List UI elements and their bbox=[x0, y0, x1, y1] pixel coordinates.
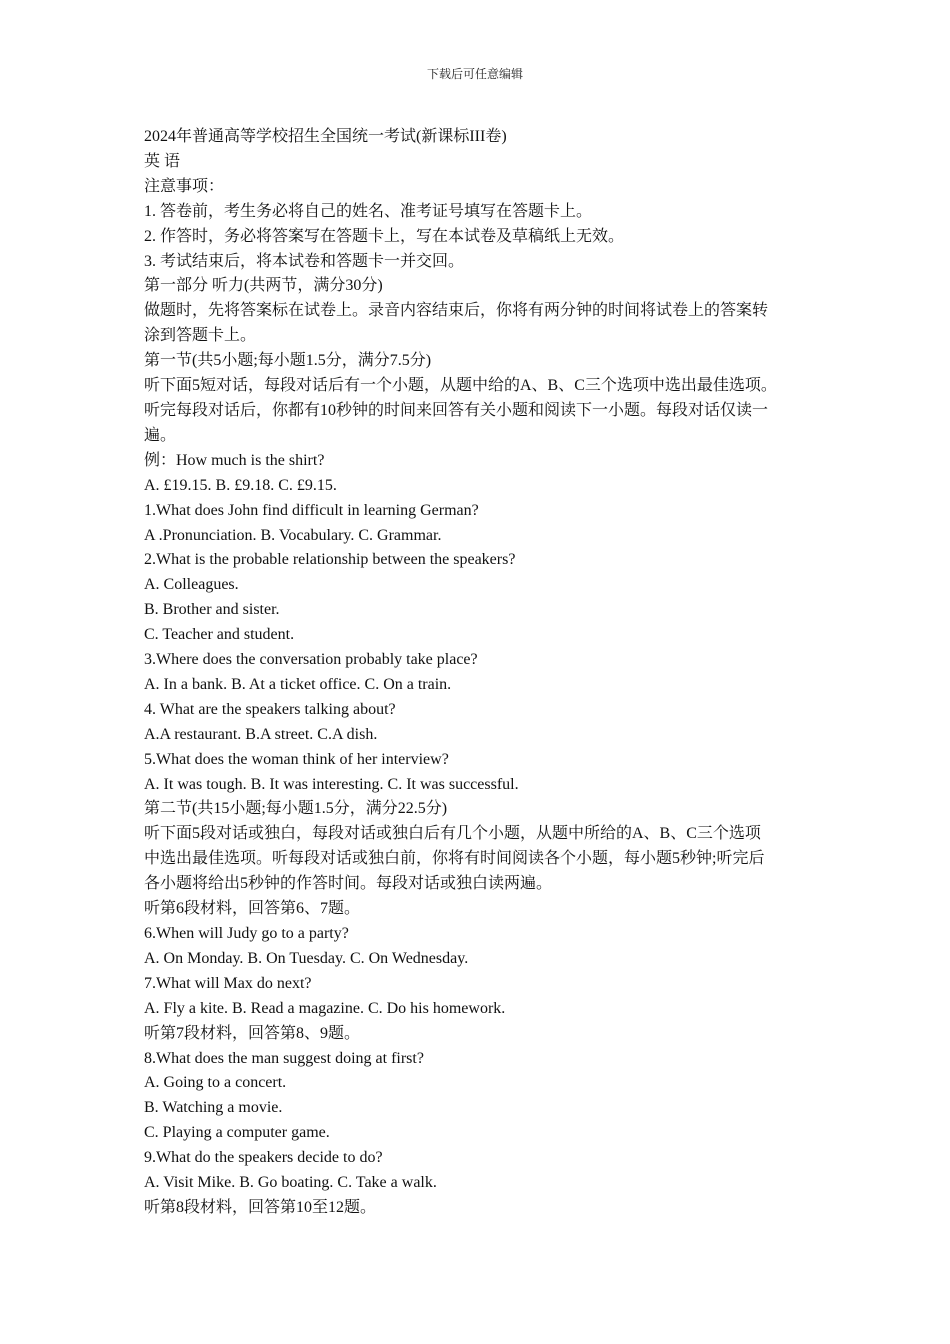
question: 3.Where does the conversation probably take place? bbox=[144, 651, 478, 669]
question: 5.What does the woman think of her interview? bbox=[144, 750, 449, 768]
instruction-text: 做题时，先将答案标在试卷上。录音内容结束后，你将有两分钟的时间将试卷上的答案转 bbox=[144, 302, 769, 320]
instruction-text: 涂到答题卡上。 bbox=[144, 327, 257, 345]
question-option: A. Going to a concert. bbox=[144, 1074, 287, 1092]
instruction-text: 听完每段对话后，你都有10秒钟的时间来回答有关小题和阅读下一小题。每段对话仅读一 bbox=[144, 401, 769, 419]
notice-heading: 注意事项： bbox=[144, 177, 225, 195]
notice-item: 3. 考试结束后，将本试卷和答题卡一并交回。 bbox=[144, 252, 465, 270]
example-options: A. £19.15. B. £9.18. C. £9.15. bbox=[144, 476, 337, 494]
instruction-text: 听下面5短对话，每段对话后有一个小题，从题中给的A、B、C三个选项中选出最佳选项。 bbox=[144, 377, 777, 395]
instruction-text: 各小题将给出5秒钟的作答时间。每段对话或独白读两遍。 bbox=[144, 875, 553, 893]
material-heading: 听第8段材料，回答第10至12题。 bbox=[144, 1198, 377, 1216]
question: 4. What are the speakers talking about? bbox=[144, 700, 396, 718]
question: 7.What will Max do next? bbox=[144, 974, 312, 992]
section-heading: 第二节(共15小题;每小题1.5分，满分22.5分) bbox=[144, 800, 448, 818]
subject-title: 英 语 bbox=[144, 152, 181, 170]
question-options: A. It was tough. B. It was interesting. C. It was successful. bbox=[144, 775, 519, 793]
part-heading: 第一部分 听力(共两节，满分30分) bbox=[144, 277, 383, 295]
question-options: A. In a bank. B. At a ticket office. C. On a train. bbox=[144, 675, 452, 693]
question-options: A.A restaurant. B.A street. C.A dish. bbox=[144, 725, 378, 743]
section-heading: 第一节(共5小题;每小题1.5分，满分7.5分) bbox=[144, 352, 432, 370]
question-options: A .Pronunciation. B. Vocabulary. C. Grammar. bbox=[144, 526, 442, 544]
document-body bbox=[144, 125, 824, 1221]
question-options: A. Visit Mike. B. Go boating. C. Take a walk. bbox=[144, 1174, 437, 1192]
material-heading: 听第7段材料，回答第8、9题。 bbox=[144, 1024, 361, 1042]
question: 1.What does John find difficult in learning German? bbox=[144, 501, 479, 519]
question: 2.What is the probable relationship between the speakers? bbox=[144, 551, 516, 569]
example-question: 例：How much is the shirt? bbox=[144, 451, 325, 469]
question-option: B. Watching a movie. bbox=[144, 1099, 283, 1117]
exam-title: 2024年普通高等学校招生全国统一考试(新课标III卷) bbox=[144, 128, 507, 145]
question-option: A. Colleagues. bbox=[144, 576, 239, 594]
question: 9.What do the speakers decide to do? bbox=[144, 1149, 383, 1167]
question-option: C. Playing a computer game. bbox=[144, 1124, 330, 1142]
material-heading: 听第6段材料，回答第6、7题。 bbox=[144, 900, 361, 918]
question-option: B. Brother and sister. bbox=[144, 601, 280, 619]
instruction-text: 中选出最佳选项。听每段对话或独白前，你将有时间阅读各个小题，每小题5秒钟;听完后 bbox=[144, 850, 765, 868]
question-option: C. Teacher and student. bbox=[144, 626, 295, 644]
notice-item: 2. 作答时，务必将答案写在答题卡上，写在本试卷及草稿纸上无效。 bbox=[144, 227, 625, 245]
question: 8.What does the man suggest doing at first? bbox=[144, 1049, 424, 1067]
header-note: 下载后可任意编辑 bbox=[426, 67, 523, 81]
instruction-text: 遍。 bbox=[144, 426, 177, 444]
question: 6.When will Judy go to a party? bbox=[144, 925, 349, 942]
notice-item: 1. 答卷前，考生务必将自己的姓名、准考证号填写在答题卡上。 bbox=[144, 202, 593, 220]
instruction-text: 听下面5段对话或独白，每段对话或独白后有几个小题，从题中所给的A、B、C三个选项 bbox=[144, 825, 761, 843]
question-options: A. On Monday. B. On Tuesday. C. On Wednesday. bbox=[144, 949, 469, 967]
question-options: A. Fly a kite. B. Read a magazine. C. Do his homework. bbox=[144, 999, 506, 1017]
